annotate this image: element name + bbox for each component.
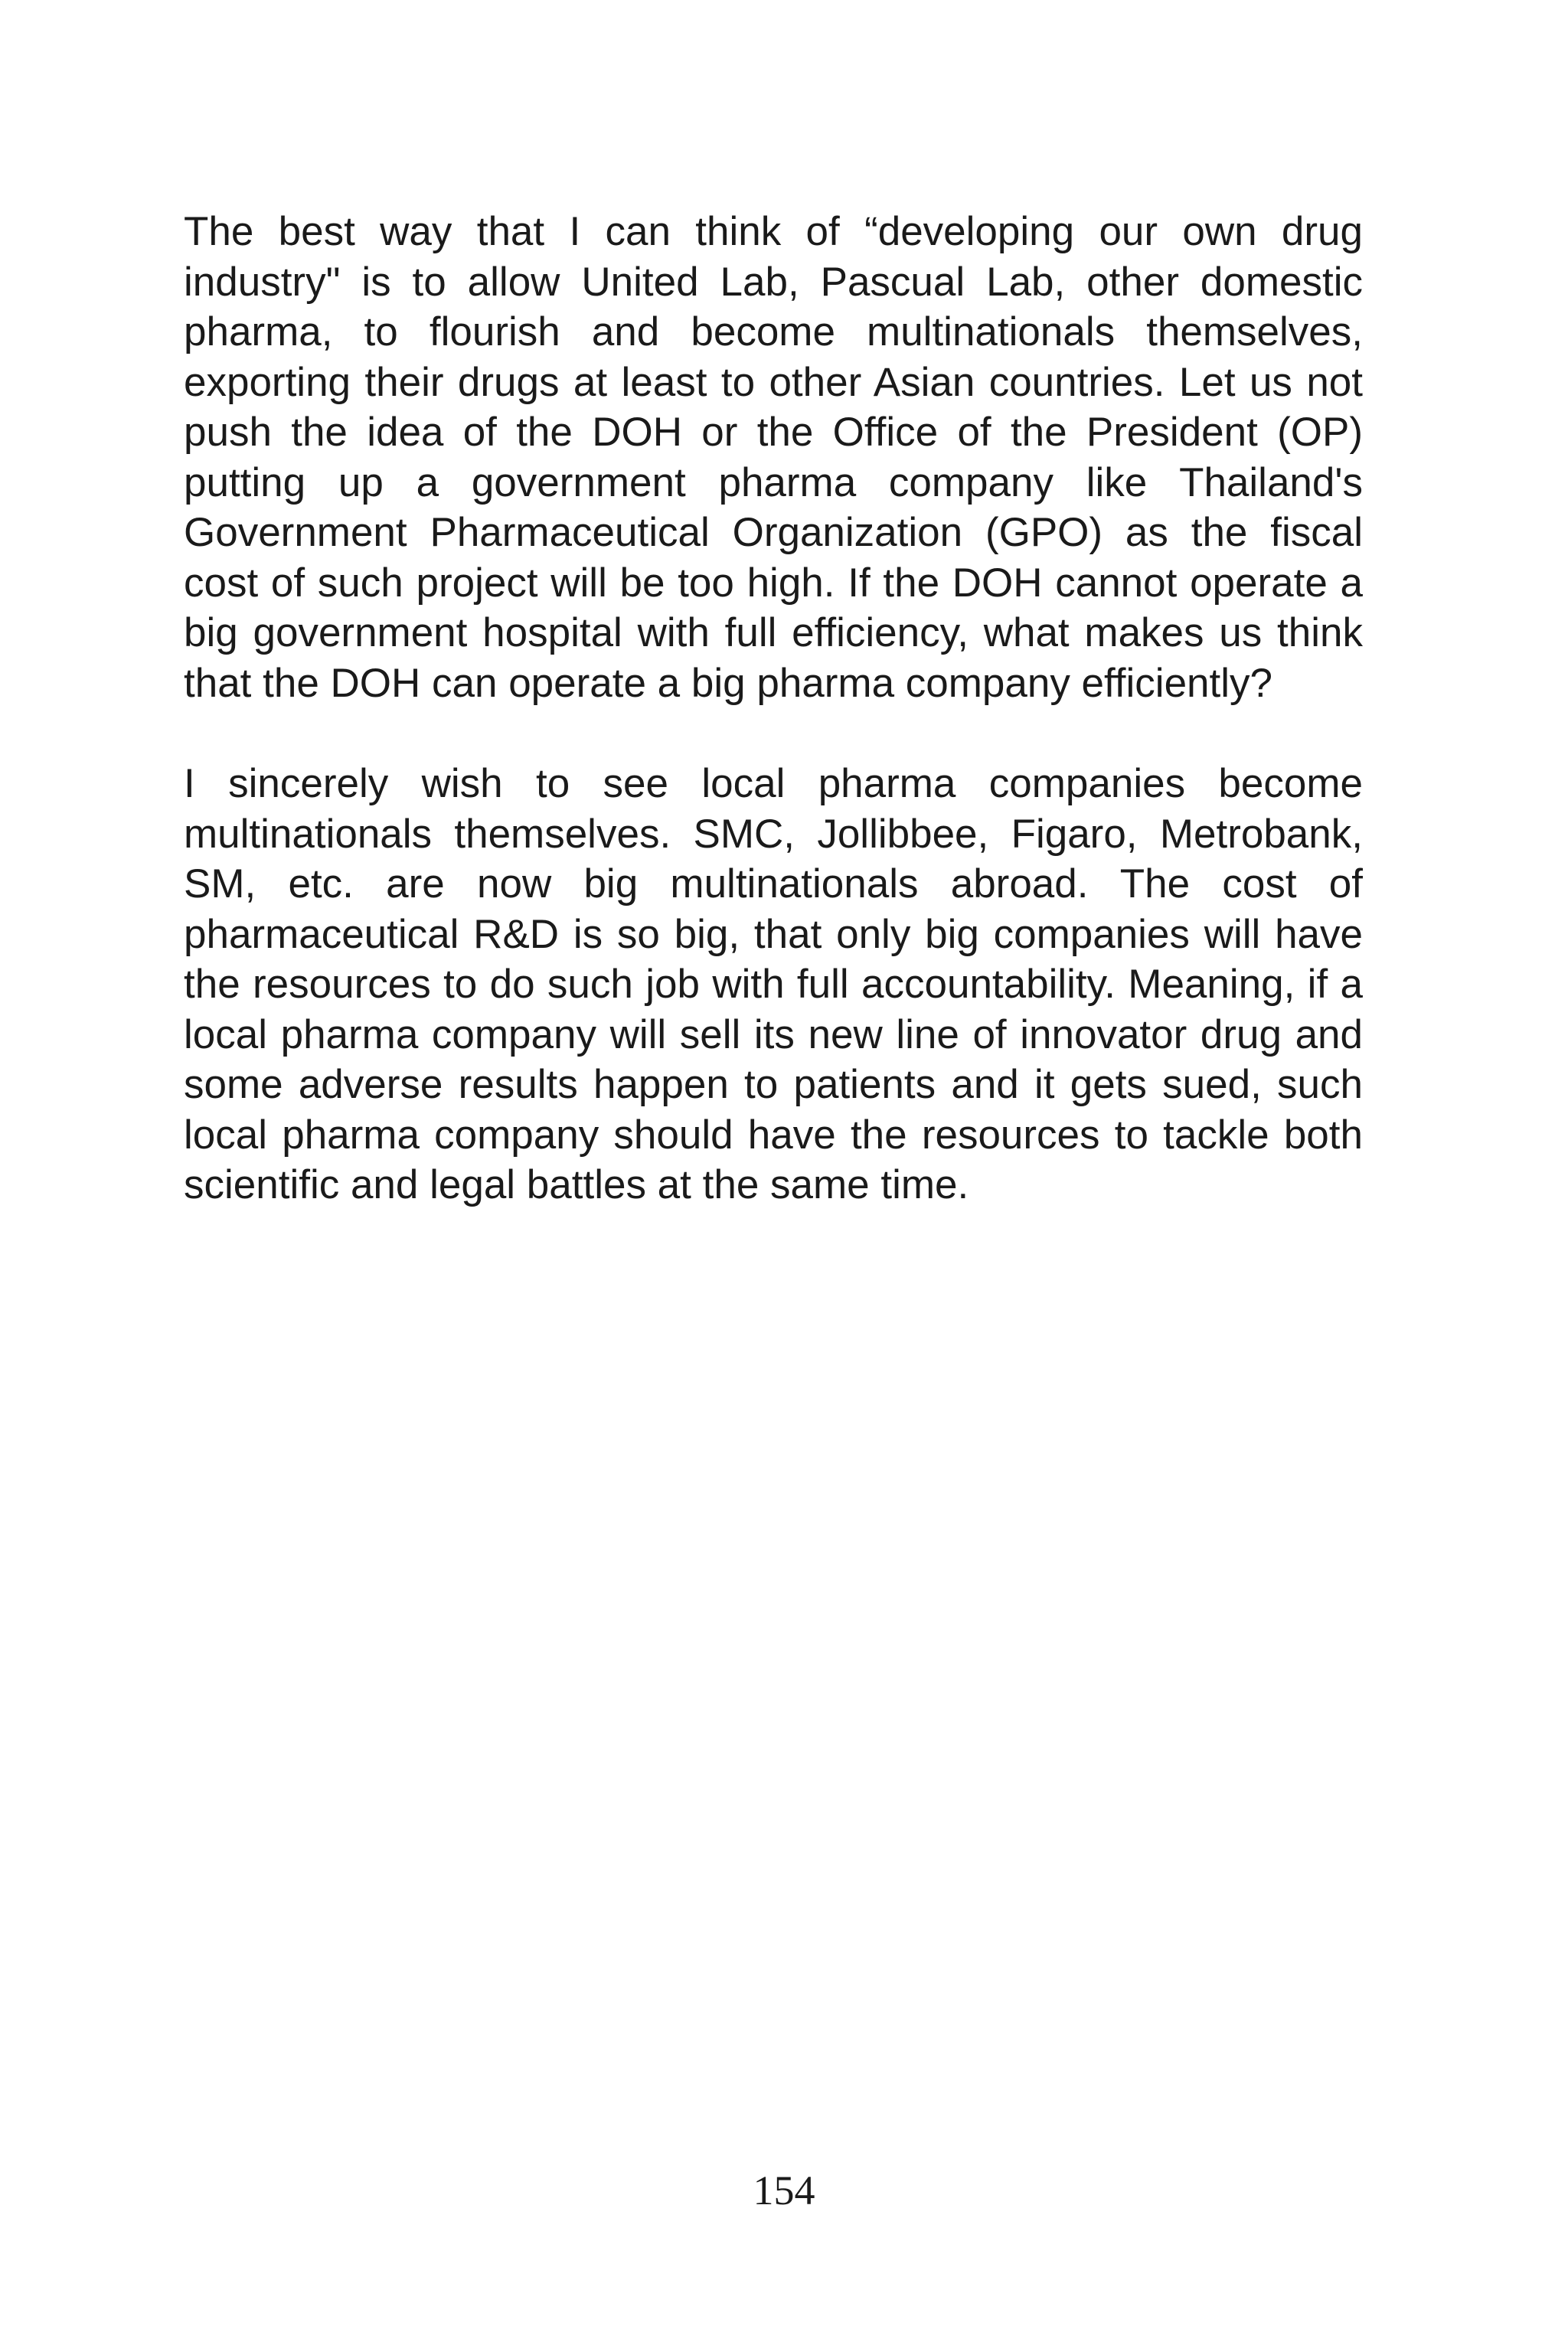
page-number: 154: [753, 2167, 815, 2213]
paragraph-2: I sincerely wish to see local pharma companies become multinationals themselves. SMC, Jollibbee, Figaro, Metrobank, SM, etc. are now big multinationals abroad. The cost of pharmaceutical R&D is so big, that only big companies will have the resources to do such job with full accountability. Meaning, if a local pharma company will sell its new line of innovator drug and some adverse results happen to patients and it gets sued, such local pharma company should have the resources to tackle both scientific and legal battles at the same time.: [184, 761, 1363, 1207]
paragraph-1: The best way that I can think of “developing our own drug industry" is to allow United Lab, Pascual Lab, other domestic pharma, to flourish and become multinationals themselves, exporting their drugs at least to other Asian countries. Let us not push the idea of the DOH or the Office of the President (OP) putting up a government pharma company like Thailand's Government Pharmaceutical Organization (GPO) as the fiscal cost of such project will be too high. If the DOH cannot operate a big government hospital with full efficiency, what makes us think that the DOH can operate a big pharma company efficiently?: [184, 209, 1363, 706]
body-text: [184, 207, 1363, 1261]
